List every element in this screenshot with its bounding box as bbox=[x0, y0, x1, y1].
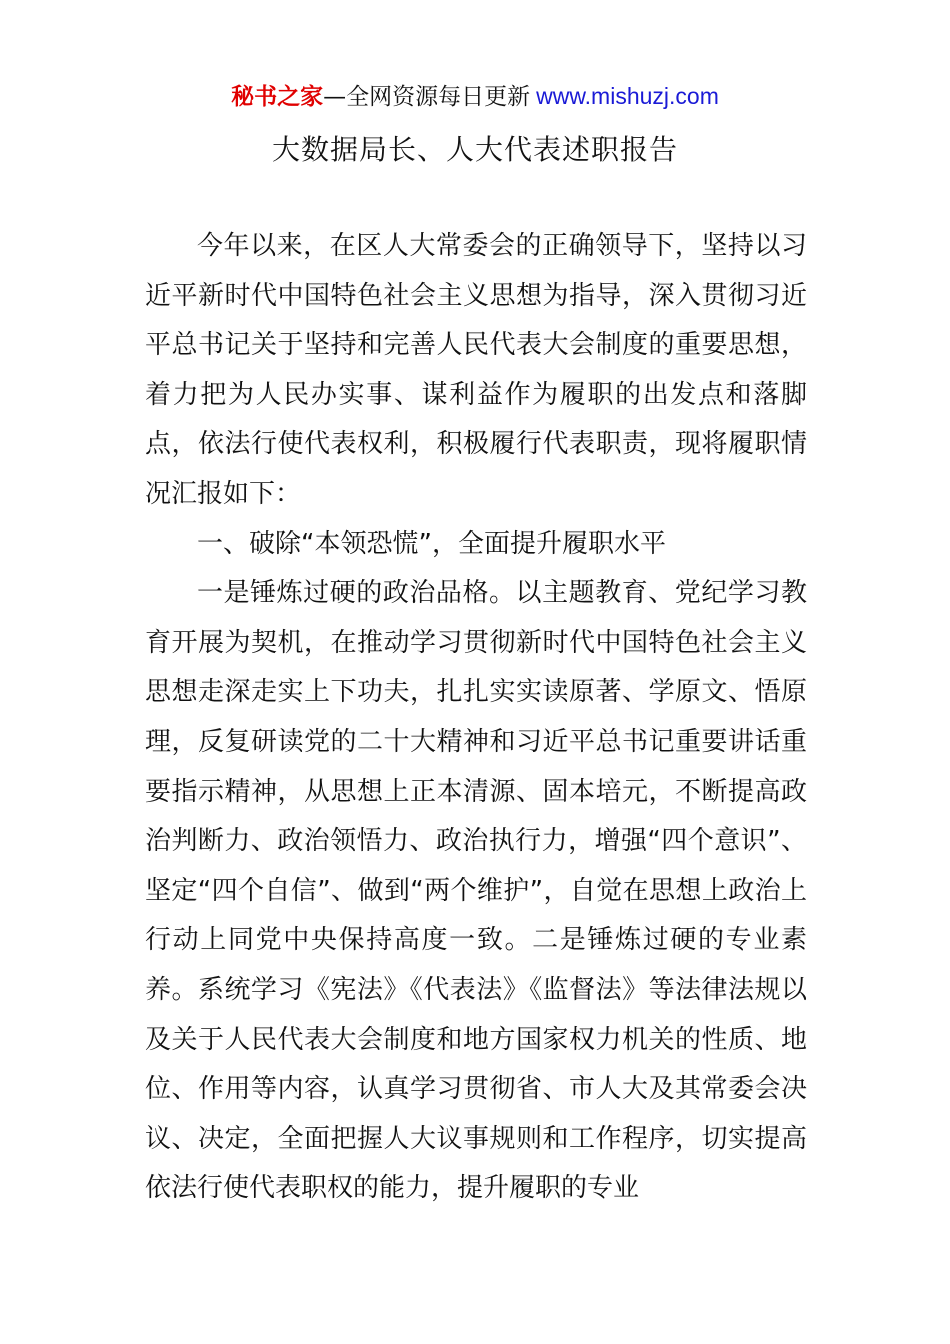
site-name: 秘书之家 bbox=[231, 84, 324, 110]
section-heading: 一、破除“本领恐慌”，全面提升履职水平 bbox=[197, 528, 666, 559]
document-body bbox=[145, 222, 807, 1214]
body-paragraph: 一是锤炼过硬的政治品格。以主题教育、党纪学习教育开展为契机，在推动学习贯彻新时代中国特色社会主义思想走深走实上下功夫，扎扎实实读原著、学原文、悟原理，反复研读党的二十大精神和习近平总书记重要讲话重要指示精神，从思想上正本清源、固本培元，不断提高政治判断力、政治领悟力、政治执行力，增强“四个意识”、坚定“四个自信”、做到“两个维护”，自觉在思想上政治上行动上同党中央保持高度一致。二是锤炼过硬的专业素养。系统学习《宪法》《代表法》《监督法》等法律法规以及关于人民代表大会制度和地方国家权力机关的性质、地位、作用等内容，认真学习贯彻省、市人大及其常委会决议、决定，全面把握人大议事规则和工作程序，切实提高依法行使代表职权的能力，提升履职的专业 bbox=[145, 578, 807, 1204]
site-slogan: —全网资源每日更新 bbox=[323, 84, 531, 110]
site-header bbox=[0, 80, 950, 113]
site-url-link[interactable]: www.mishuzj.com bbox=[536, 83, 719, 109]
document-title: 大数据局长、人大代表述职报告 bbox=[271, 133, 678, 166]
intro-paragraph: 今年以来，在区人大常委会的正确领导下，坚持以习近平新时代中国特色社会主义思想为指导，深入贯彻习近平总书记关于坚持和完善人民代表大会制度的重要思想，着力把为人民办实事、谋利益作为履职的出发点和落脚点，依法行使代表权利，积极履行代表职责，现将履职情况汇报如下： bbox=[145, 231, 807, 509]
